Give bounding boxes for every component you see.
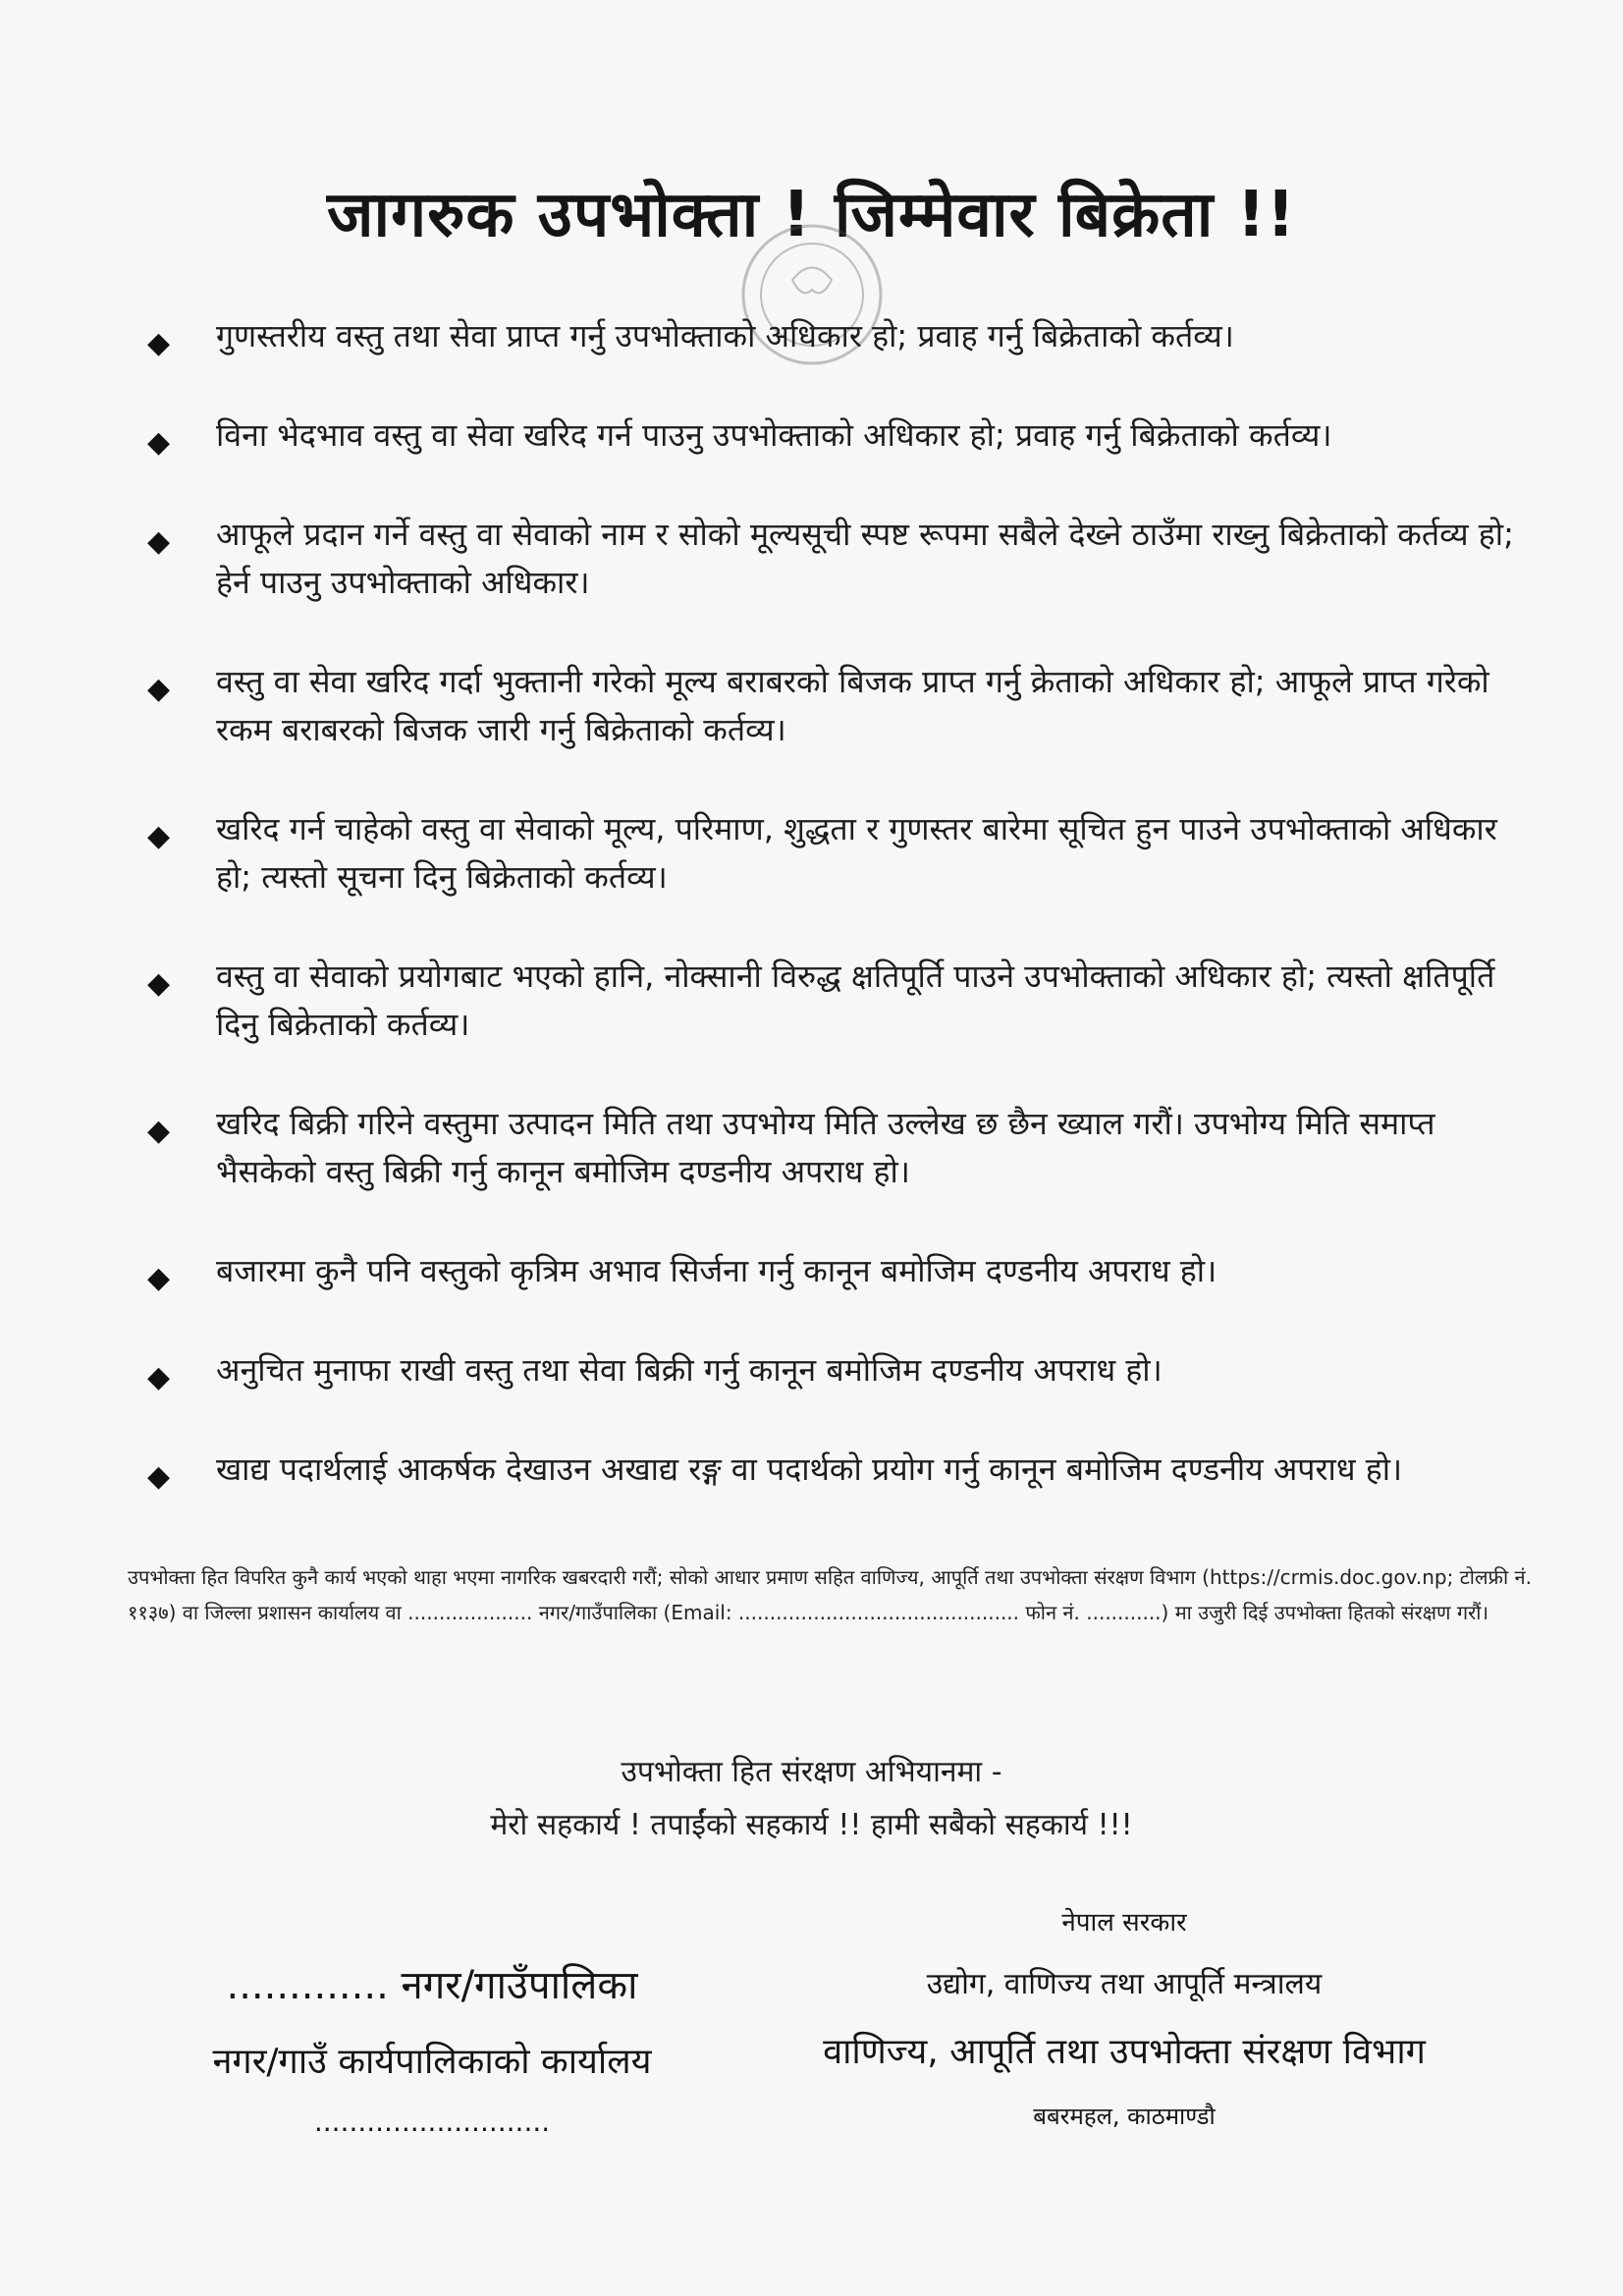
list-item-text: वस्तु वा सेवाको प्रयोगबाट भएको हानि, नोक्सानी विरुद्ध क्षतिपूर्ति पाउने उपभोक्ताको अधिकार हो; त्यस्तो क्षतिपूर्ति दिनु बिक्रेताको कर्तव्य। (216, 957, 1495, 1043)
diamond-bullet-icon: ◆ (147, 1360, 171, 1394)
list-item (147, 411, 1532, 460)
list-item-text: गुणस्तरीय वस्तु तथा सेवा प्राप्त गर्नु उपभोक्ताको अधिकार हो; प्रवाह गर्नु बिक्रेताको कर्तव्य। (216, 317, 1234, 355)
list-item-text: खरिद बिक्री गरिने वस्तुमा उत्पादन मिति तथा उपभोग्य मिति उल्लेख छ छैन ख्याल गरौं। उपभोग्य मिति समाप्त भैसकेको वस्तु बिक्री गर्नु कानून बमोजिम दण्डनीय अपराध हो। (216, 1105, 1435, 1190)
department-name: वाणिज्य, आपूर्ति तथा उपभोक्ता संरक्षण विभाग (823, 2032, 1426, 2072)
list-item (147, 1346, 1532, 1394)
municipality-address: ........................... (313, 2105, 551, 2138)
diamond-bullet-icon: ◆ (147, 819, 171, 853)
list-item-text: खाद्य पदार्थलाई आकर्षक देखाउन अखाद्य रङ्ग वा पदार्थको प्रयोग गर्नु कानून बमोजिम दण्डनीय अपराध हो। (216, 1450, 1403, 1488)
list-item (147, 1446, 1532, 1494)
ministry-name: उद्योग, वाणिज्य तथा आपूर्ति मन्त्रालय (926, 1967, 1323, 2001)
list-item-text: आफूले प्रदान गर्ने वस्तु वा सेवाको नाम र सोको मूल्यसूची स्पष्ट रूपमा सबैले देख्ने ठाउँमा राख्नु बिक्रेताको कर्तव्य हो; हेर्न पाउनु उपभोक्ताको अधिकार। (216, 516, 1514, 601)
diamond-bullet-icon: ◆ (147, 1459, 171, 1494)
diamond-bullet-icon: ◆ (147, 1114, 171, 1148)
diamond-bullet-icon: ◆ (147, 326, 171, 360)
complaint-notice: उपभोक्ता हित विपरित कुनै कार्य भएको थाहा भएमा नागरिक खबरदारी गरौं; सोको आधार प्रमाण सहित वाणिज्य, आपूर्ति तथा उपभोक्ता संरक्षण विभाग (https://crmis.doc.gov.np; टोलफ्री नं. ११३७) वा जिल्ला प्रशासन कार्यालय वा .................... नगर/गाउँपालिका (Email: ............................................. फोन नं. ............) मा उजुरी दिई उपभोक्ता हितको संरक्षण गरौं। (128, 1565, 1532, 1624)
government-name: नेपाल सरकार (1061, 1908, 1187, 1938)
diamond-bullet-icon: ◆ (147, 425, 171, 460)
list-item (147, 1247, 1532, 1295)
diamond-bullet-icon: ◆ (147, 524, 171, 559)
department-address: बबरमहल, काठमाण्डौ (1033, 2103, 1216, 2130)
campaign-heading: उपभोक्ता हित संरक्षण अभियानमा - (621, 1755, 1002, 1789)
municipality-signature-block (137, 1956, 727, 2138)
list-item-text: विना भेदभाव वस्तु वा सेवा खरिद गर्न पाउनु उपभोक्ताको अधिकार हो; प्रवाह गर्नु बिक्रेताको कर्तव्य। (216, 416, 1332, 454)
poster-title: जागरुक उपभोक्ता ! जिम्मेवार बिक्रेता !! (327, 179, 1296, 251)
list-item-text: वस्तु वा सेवा खरिद गर्दा भुक्तानी गरेको मूल्य बराबरको बिजक प्राप्त गर्नु क्रेताको अधिकार हो; आफूले प्राप्त गरेको रकम बराबरको बिजक जारी गर्नु बिक्रेताको कर्तव्य। (216, 663, 1489, 748)
list-item (147, 805, 1532, 902)
campaign-slogan: मेरो सहकार्य ! तपाईंको सहकार्य !! हामी सबैको सहकार्य !!! (490, 1808, 1133, 1842)
list-item-text: बजारमा कुनै पनि वस्तुको कृत्रिम अभाव सिर्जना गर्नु कानून बमोजिम दण्डनीय अपराध हो। (216, 1252, 1217, 1289)
list-item-text: अनुचित मुनाफा राखी वस्तु तथा सेवा बिक्री गर्नु कानून बमोजिम दण्डनीय अपराध हो। (216, 1351, 1163, 1389)
diamond-bullet-icon: ◆ (147, 966, 171, 1001)
rights-duties-list (147, 312, 1532, 1545)
municipality-name: ............. नगर/गाउँपालिका (226, 1963, 638, 2008)
list-item (147, 511, 1532, 607)
diamond-bullet-icon: ◆ (147, 1261, 171, 1295)
list-item (147, 312, 1532, 360)
list-item (147, 953, 1532, 1049)
government-signature-block (746, 1903, 1502, 2132)
diamond-bullet-icon: ◆ (147, 672, 171, 706)
list-item-text: खरिद गर्न चाहेको वस्तु वा सेवाको मूल्य, परिमाण, शुद्धता र गुणस्तर बारेमा सूचित हुन पाउने उपभोक्ताको अधिकार हो; त्यस्तो सूचना दिनु बिक्रेताको कर्तव्य। (216, 810, 1497, 896)
list-item (147, 1100, 1532, 1196)
municipality-office: नगर/गाउँ कार्यपालिकाको कार्यालय (212, 2042, 652, 2082)
list-item (147, 658, 1532, 754)
